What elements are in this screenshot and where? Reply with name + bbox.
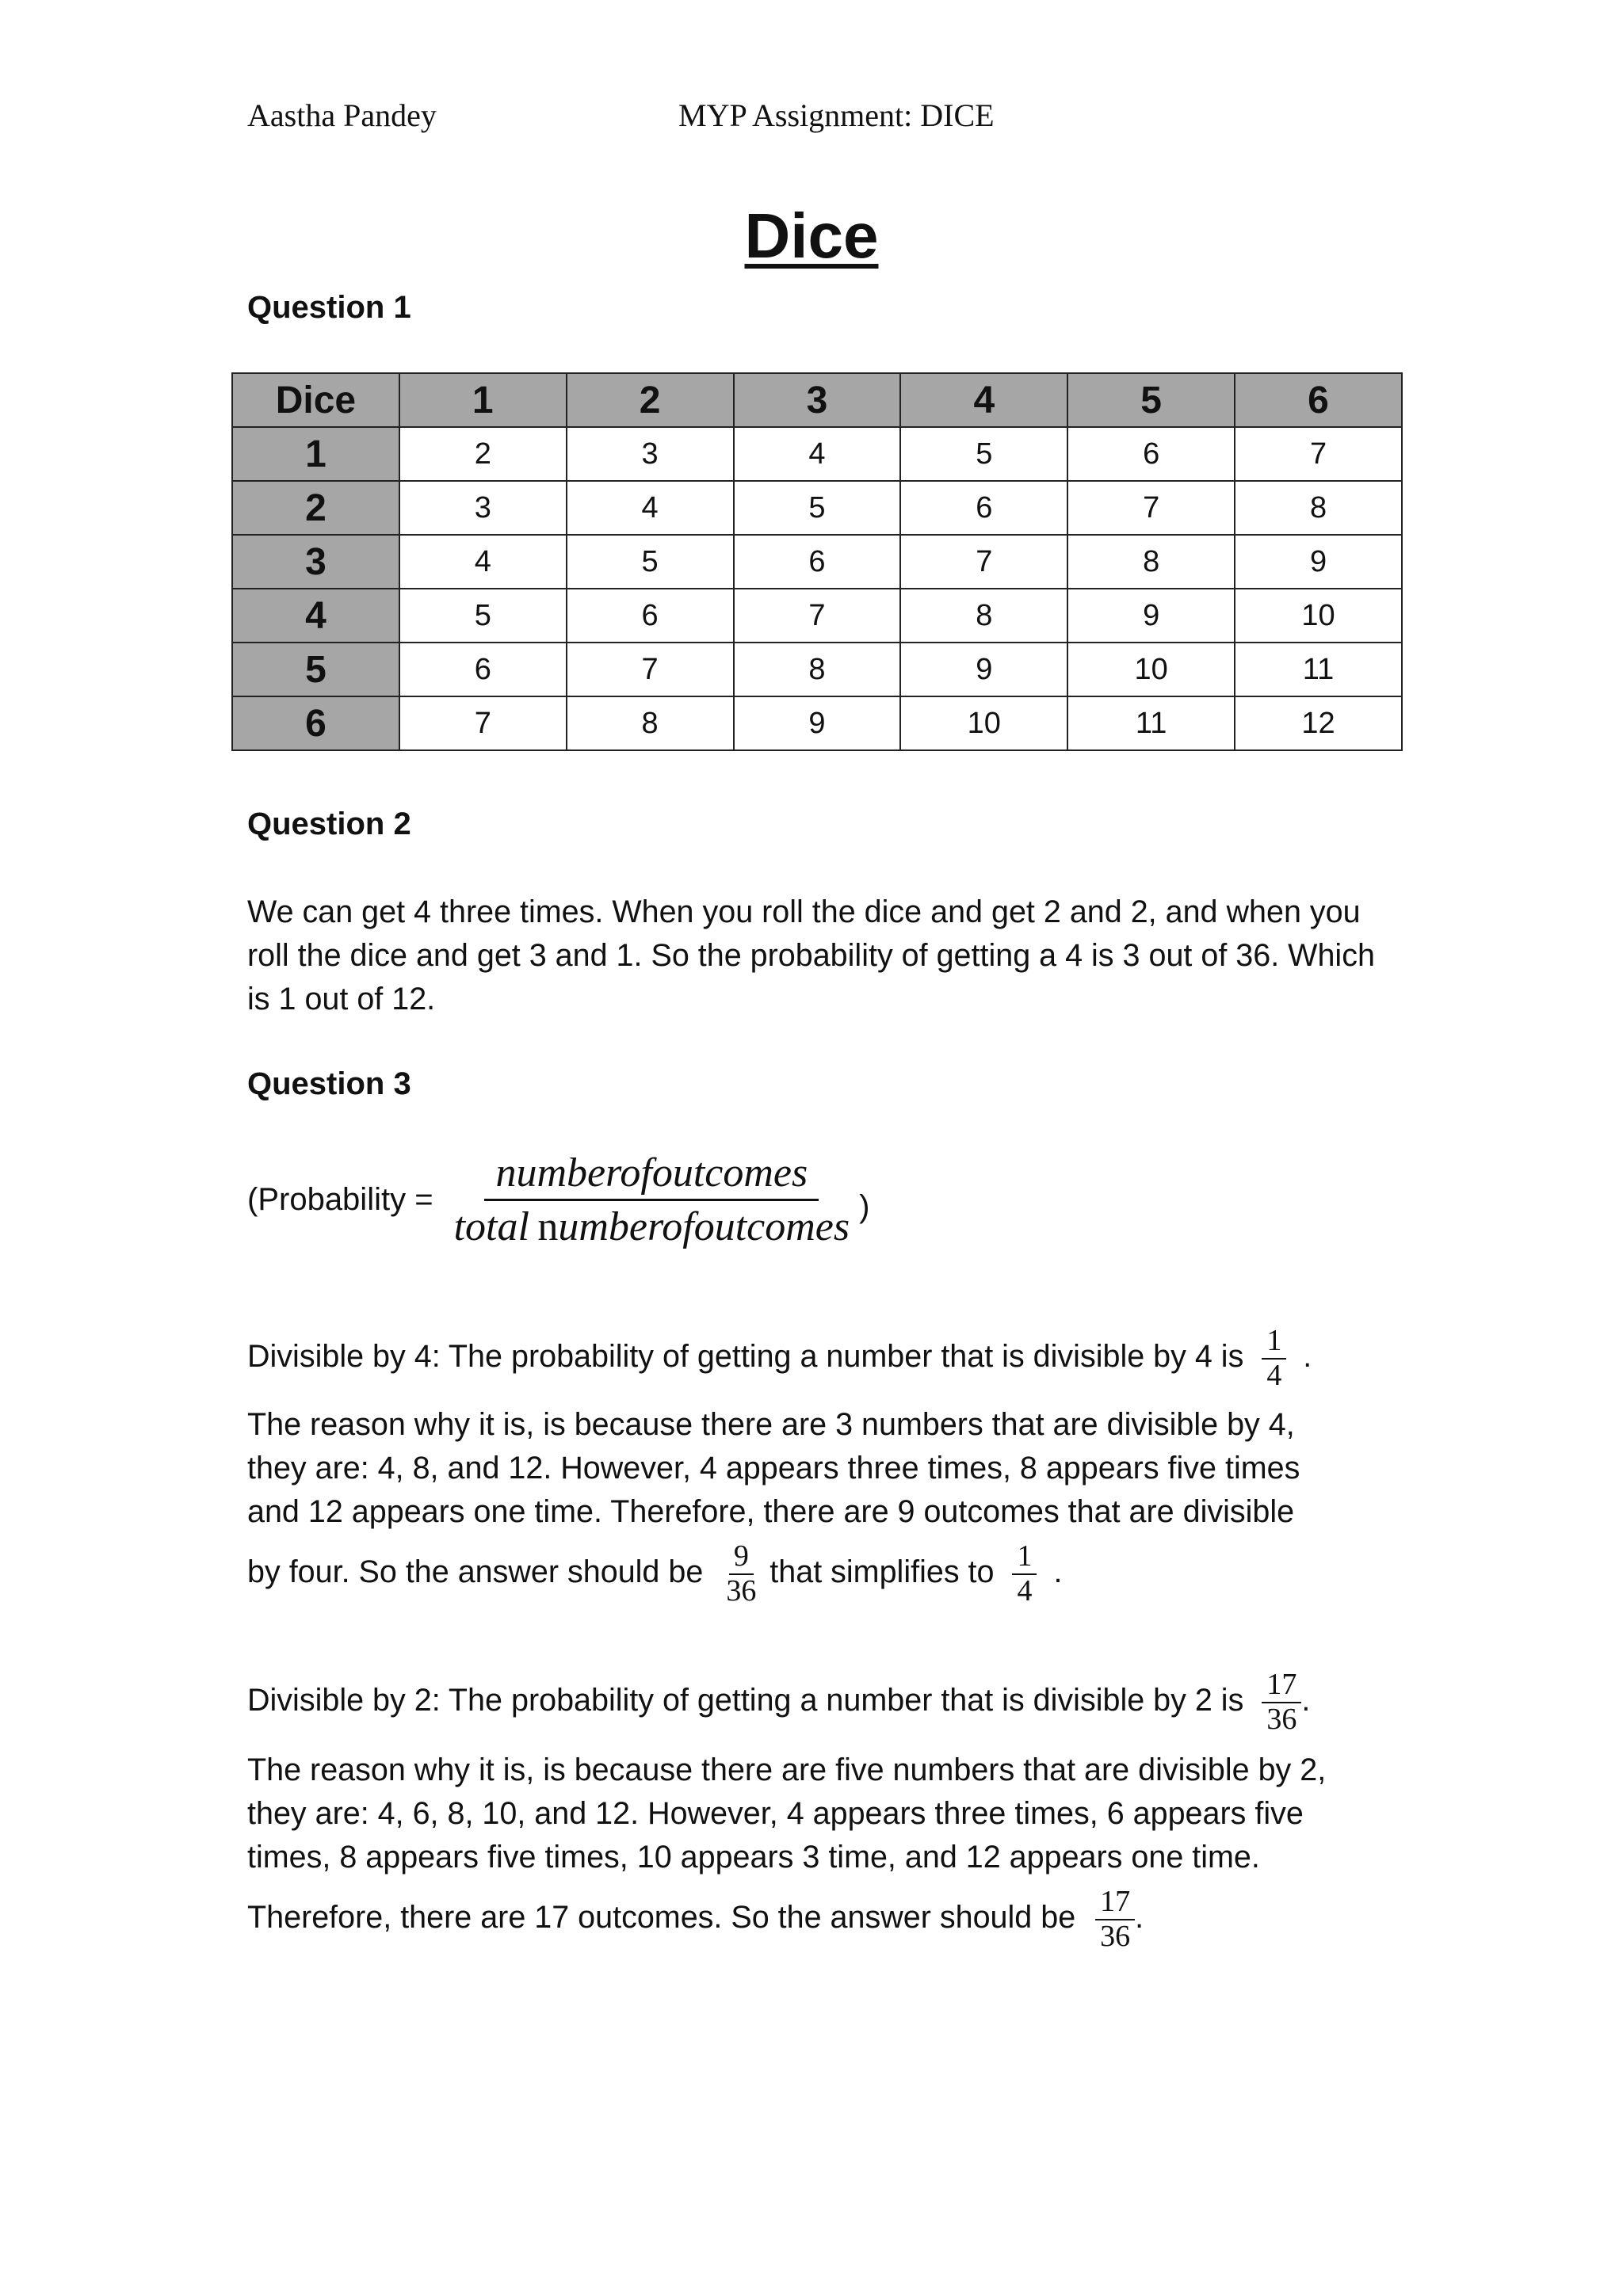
probability-formula bbox=[247, 1150, 869, 1249]
table-cell: 7 bbox=[900, 535, 1067, 589]
formula-prefix: (Probability = bbox=[247, 1182, 433, 1218]
div4-answer-line bbox=[247, 1540, 1062, 1608]
div4-answer-text: that simplifies to bbox=[769, 1554, 995, 1590]
denominator-part: umberofoutcomes bbox=[558, 1204, 850, 1250]
div2-answer-text: Therefore, there are 17 outcomes. So the answer should be bbox=[247, 1900, 1076, 1936]
table-cell: 6 bbox=[900, 481, 1067, 535]
div2-text-line: The reason why it is, is because there are five numbers that are divisible by 2, bbox=[247, 1753, 1327, 1787]
fraction-denominator: 4 bbox=[1017, 1573, 1033, 1608]
div2-text-line: times, 8 appears five times, 10 appears 3 time, and 12 appears one time. bbox=[247, 1840, 1260, 1875]
table-row bbox=[232, 481, 1402, 535]
table-cell: 9 bbox=[1235, 535, 1402, 589]
div2-intro-line bbox=[247, 1669, 1310, 1737]
fraction-denominator: 36 bbox=[726, 1573, 757, 1608]
div4-text-line: and 12 appears one time. Therefore, there are 9 outcomes that are divisible bbox=[247, 1494, 1295, 1529]
table-cell: 4 bbox=[399, 535, 567, 589]
table-cell: 5 bbox=[900, 427, 1067, 481]
table-cell: 4 bbox=[734, 427, 901, 481]
row-header: 2 bbox=[232, 481, 399, 535]
period: . bbox=[1301, 1683, 1311, 1718]
assignment-title: MYP Assignment: DICE bbox=[678, 97, 995, 133]
formula-fraction bbox=[449, 1150, 855, 1249]
table-cell: 11 bbox=[1067, 696, 1235, 750]
div4-intro-line bbox=[247, 1325, 1312, 1393]
table-cell: 7 bbox=[734, 589, 901, 643]
table-cell: 3 bbox=[567, 427, 734, 481]
row-header: 6 bbox=[232, 696, 399, 750]
table-cell: 7 bbox=[1067, 481, 1235, 535]
fraction-numerator: 9 bbox=[729, 1540, 754, 1575]
table-cell: 12 bbox=[1235, 696, 1402, 750]
row-header: 5 bbox=[232, 643, 399, 696]
table-row bbox=[232, 535, 1402, 589]
div2-text-line: they are: 4, 6, 8, 10, and 12. However, 4 appears three times, 6 appears five bbox=[247, 1796, 1304, 1831]
table-cell: 10 bbox=[1067, 643, 1235, 696]
author-name: Aastha Pandey bbox=[247, 97, 437, 133]
formula-suffix: ) bbox=[859, 1189, 870, 1225]
table-cell: 7 bbox=[567, 643, 734, 696]
div4-text-line: they are: 4, 8, and 12. However, 4 appears three times, 8 appears five times bbox=[247, 1451, 1300, 1486]
fraction-denominator: 36 bbox=[1100, 1919, 1131, 1953]
table-cell: 5 bbox=[734, 481, 901, 535]
div4-intro: Divisible by 4: The probability of getting a number that is divisible by 4 is bbox=[247, 1339, 1244, 1375]
column-header: 5 bbox=[1067, 373, 1235, 427]
table-cell: 5 bbox=[567, 535, 734, 589]
table-cell: 6 bbox=[399, 643, 567, 696]
div2-intro: Divisible by 2: The probability of getting a number that is divisible by 2 is bbox=[247, 1683, 1244, 1718]
fraction-numerator: 17 bbox=[1095, 1886, 1135, 1920]
table-cell: 10 bbox=[1235, 589, 1402, 643]
formula-numerator: numberofoutcomes bbox=[484, 1150, 819, 1201]
table-cell: 10 bbox=[900, 696, 1067, 750]
div4-text-line: The reason why it is, is because there are 3 numbers that are divisible by 4, bbox=[247, 1407, 1295, 1442]
fraction bbox=[1262, 1325, 1286, 1393]
fraction bbox=[1262, 1669, 1301, 1737]
table-row bbox=[232, 643, 1402, 696]
table-cell: 9 bbox=[734, 696, 901, 750]
denominator-part: total bbox=[453, 1204, 529, 1250]
column-header: 3 bbox=[734, 373, 901, 427]
fraction-numerator: 1 bbox=[1012, 1540, 1037, 1575]
question-2-heading: Question 2 bbox=[247, 807, 411, 841]
period: . bbox=[1303, 1339, 1312, 1375]
table-cell: 8 bbox=[567, 696, 734, 750]
period: . bbox=[1053, 1554, 1063, 1590]
table-cell: 8 bbox=[1067, 535, 1235, 589]
table-cell: 7 bbox=[399, 696, 567, 750]
fraction bbox=[721, 1540, 761, 1608]
column-header: 1 bbox=[399, 373, 567, 427]
table-cell: 8 bbox=[900, 589, 1067, 643]
table-row bbox=[232, 696, 1402, 750]
row-header: 1 bbox=[232, 427, 399, 481]
denominator-part: n bbox=[537, 1204, 559, 1250]
column-header: 2 bbox=[567, 373, 734, 427]
table-cell: 5 bbox=[399, 589, 567, 643]
table-cell: 9 bbox=[900, 643, 1067, 696]
table-row bbox=[232, 427, 1402, 481]
table-cell: 8 bbox=[734, 643, 901, 696]
table-cell: 8 bbox=[1235, 481, 1402, 535]
question-1-heading: Question 1 bbox=[247, 290, 411, 325]
table-cell: 4 bbox=[567, 481, 734, 535]
fraction-numerator: 1 bbox=[1262, 1325, 1286, 1360]
row-header: 3 bbox=[232, 535, 399, 589]
fraction-denominator: 36 bbox=[1266, 1702, 1297, 1736]
table-row bbox=[232, 589, 1402, 643]
table-cell: 11 bbox=[1235, 643, 1402, 696]
row-header: 4 bbox=[232, 589, 399, 643]
page-title: Dice bbox=[744, 200, 879, 271]
table-cell: 9 bbox=[1067, 589, 1235, 643]
question-3-heading: Question 3 bbox=[247, 1066, 411, 1101]
div4-answer-text: by four. So the answer should be bbox=[247, 1554, 704, 1590]
table-cell: 2 bbox=[399, 427, 567, 481]
period: . bbox=[1135, 1900, 1144, 1936]
fraction-numerator: 17 bbox=[1262, 1669, 1301, 1703]
question-2-answer: We can get 4 three times. When you roll the dice and get 2 and 2, and when you roll the dice and get 3 and 1. So the probability of getting a 4 is 3 out of 36. Which is 1 out of 12. bbox=[247, 894, 1375, 1016]
fraction bbox=[1095, 1886, 1135, 1954]
table-cell: 6 bbox=[734, 535, 901, 589]
table-cell: 3 bbox=[399, 481, 567, 535]
column-header: 6 bbox=[1235, 373, 1402, 427]
dice-sum-table bbox=[231, 372, 1403, 751]
fraction-denominator: 4 bbox=[1266, 1358, 1282, 1392]
table-header-row bbox=[232, 373, 1402, 427]
formula-denominator bbox=[449, 1201, 855, 1249]
column-header: 4 bbox=[900, 373, 1067, 427]
table-cell: 6 bbox=[1067, 427, 1235, 481]
table-corner-cell: Dice bbox=[232, 373, 399, 427]
table-cell: 7 bbox=[1235, 427, 1402, 481]
table-cell: 6 bbox=[567, 589, 734, 643]
div2-answer-line bbox=[247, 1886, 1144, 1954]
fraction bbox=[1012, 1540, 1037, 1608]
